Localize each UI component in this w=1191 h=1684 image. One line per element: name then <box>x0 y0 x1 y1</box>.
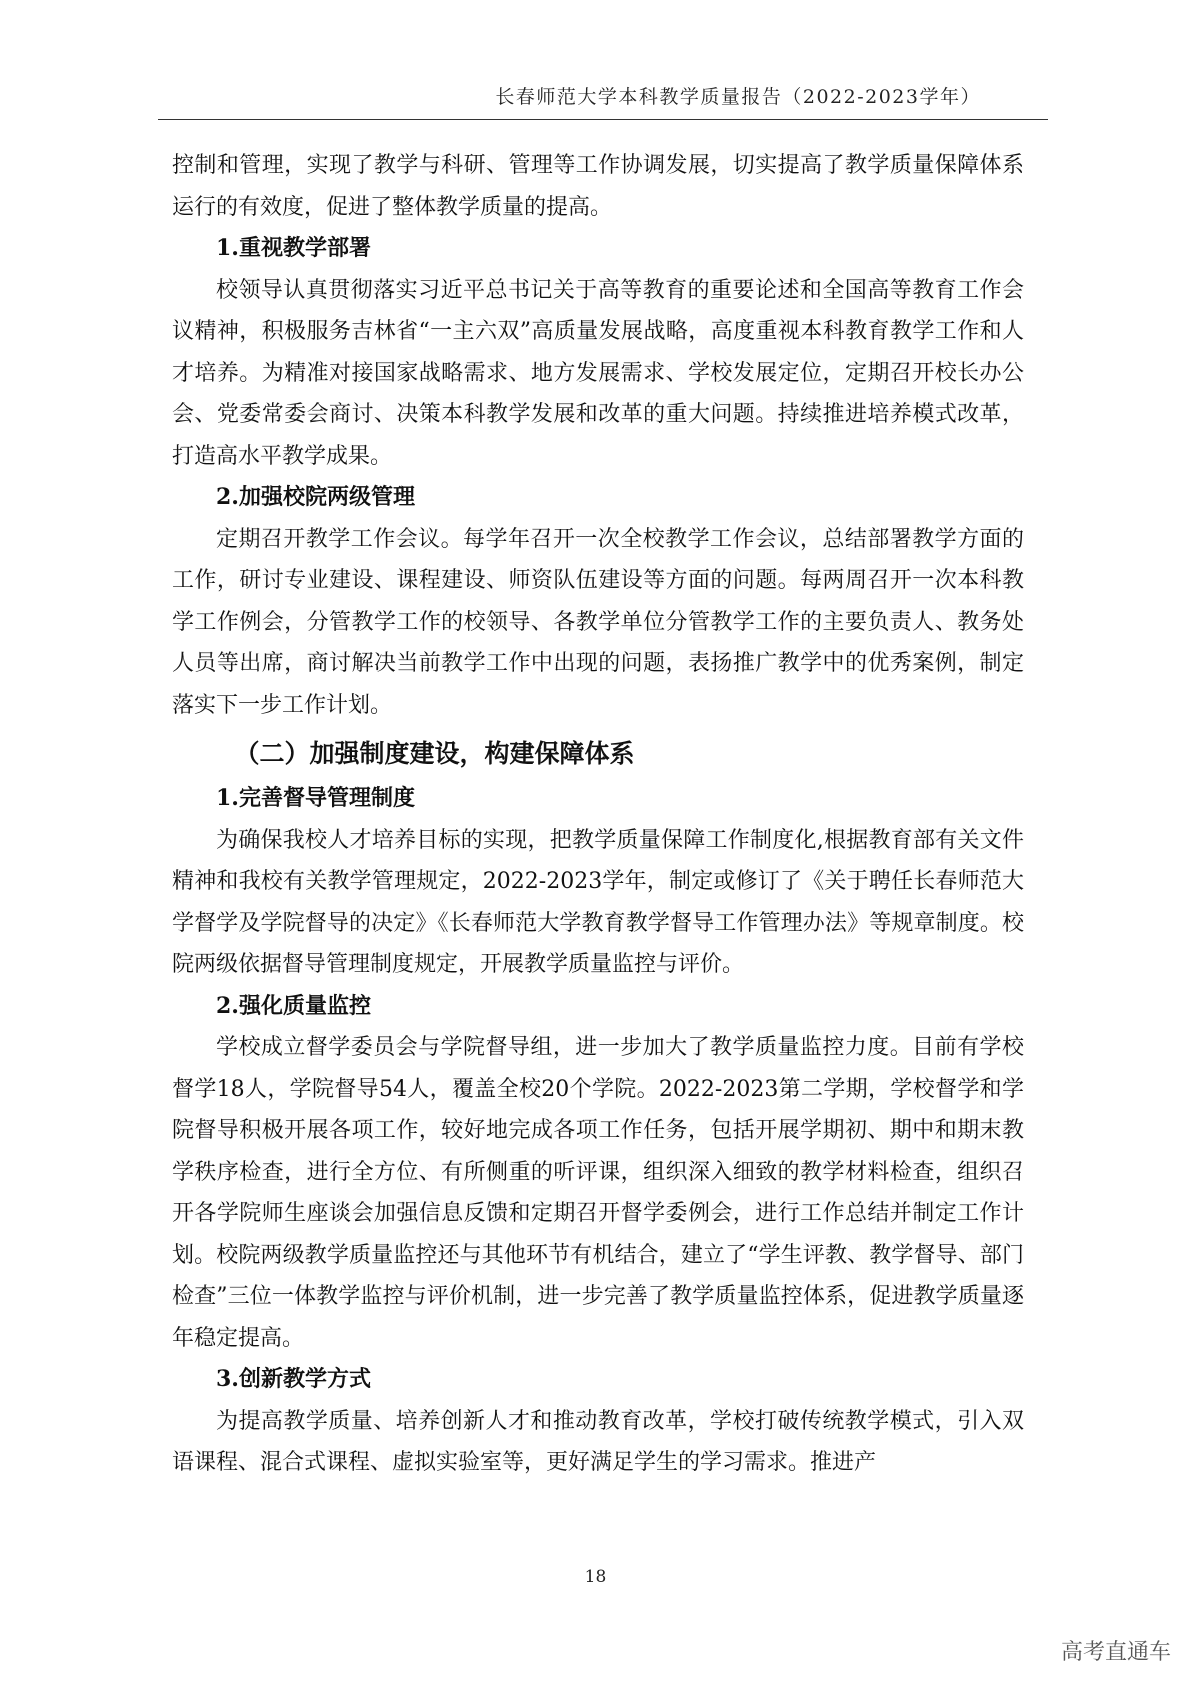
page-body <box>172 145 1024 1484</box>
paragraph-quality-monitoring: 学校成立督学委员会与学院督导组，进一步加大了教学质量监控力度。目前有学校督学18人，学院督导54人，覆盖全校20个学院。2022-2023第二学期，学校督学和学院督导积极开展各项工作，较好地完成各项工作任务，包括开展学期初、期中和期末教学秩序检查，进行全方位、有所侧重的听评课，组织深入细致的教学材料检查，组织召开各学院师生座谈会加强信息反馈和定期召开督学委例会，进行工作总结并制定工作计划。校院两级教学质量监控还与其他环节有机结合，建立了“学生评教、教学督导、部门检查”三位一体教学监控与评价机制，进一步完善了教学质量监控体系，促进教学质量逐年稳定提高。 <box>172 1035 1024 1351</box>
running-header: 长春师范大学本科教学质量报告（2022-2023学年） <box>495 86 981 108</box>
subheading-supervision-system: 1.完善督导管理制度 <box>216 785 415 811</box>
paragraph-two-level-management: 定期召开教学工作会议。每学年召开一次全校教学工作会议，总结部署教学方面的工作，研讨专业建设、课程建设、师资队伍建设等方面的问题。每两周召开一次本科教学工作例会，分管教学工作的校领导、各教学单位分管教学工作的主要负责人、教务处人员等出席，商讨解决当前教学工作中出现的问题，表扬推广教学中的优秀案例，制定落实下一步工作计划。 <box>172 526 1024 718</box>
subheading-teaching-innovation: 3.创新教学方式 <box>216 1366 371 1392</box>
paragraph-teaching-innovation: 为提高教学质量、培养创新人才和推动教育改革，学校打破传统教学模式，引入双语课程、混合式课程、虚拟实验室等，更好满足学生的学习需求。推进产 <box>172 1408 1024 1475</box>
watermark: 高考直通车 <box>1060 1640 1171 1665</box>
subheading-two-level-management: 2.加强校院两级管理 <box>216 484 415 510</box>
paragraph-teaching-deployment: 校领导认真贯彻落实习近平总书记关于高等教育的重要论述和全国高等教育工作会议精神，积极服务吉林省“一主六双”高质量发展战略，高度重视本科教育教学工作和人才培养。为精准对接国家战略需求、地方发展需求、学校发展定位，定期召开校长办公会、党委常委会商讨、决策本科教学发展和改革的重大问题。持续推进培养模式改革，打造高水平教学成果。 <box>172 277 1024 469</box>
paragraph-intro: 控制和管理，实现了教学与科研、管理等工作协调发展，切实提高了教学质量保障体系运行的有效度，促进了整体教学质量的提高。 <box>172 153 1024 220</box>
page-number: 18 <box>584 1567 607 1587</box>
section-heading-system-building: （二）加强制度建设，构建保障体系 <box>234 739 635 768</box>
subheading-quality-monitoring: 2.强化质量监控 <box>216 992 371 1019</box>
header-divider <box>158 119 1048 120</box>
paragraph-supervision-system: 为确保我校人才培养目标的实现，把教学质量保障工作制度化,根据教育部有关文件精神和我校有关教学管理规定，2022-2023学年，制定或修订了《关于聘任长春师范大学督学及学院督导的决定》《长春师范大学教育教学督导工作管理办法》等规章制度。校院两级依据督导管理制度规定，开展教学质量监控与评价。 <box>172 827 1024 977</box>
subheading-teaching-deployment: 1.重视教学部署 <box>216 235 371 261</box>
